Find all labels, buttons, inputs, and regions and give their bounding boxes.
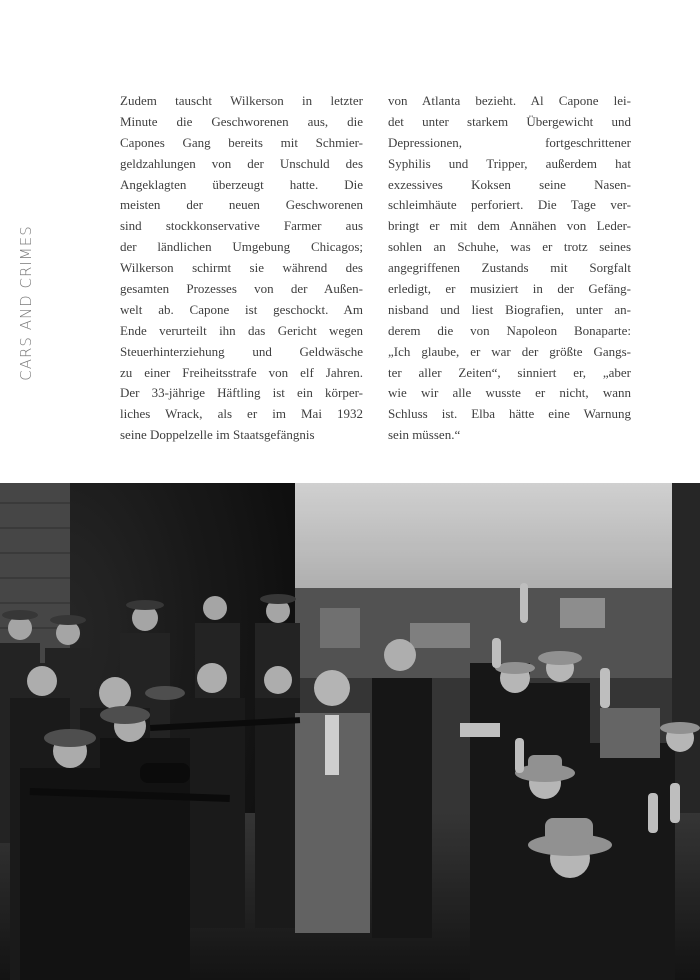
- text-line: det unter starkem Übergewicht und: [388, 113, 631, 129]
- text-line: schleimhäute perforiert. Die Tage ver-: [388, 197, 631, 213]
- archival-photo: [0, 483, 700, 980]
- text-line: angegriffenen Zustands mit Sorgfalt: [388, 260, 631, 276]
- text-line: Steuerhinterziehung und Geldwäsche: [120, 343, 363, 359]
- text-line: der ländlichen Umgebung Chicagos;: [120, 239, 363, 255]
- text-line: Capones Gang bereits mit Schmier-: [120, 134, 363, 150]
- running-head-text: CARS AND CRIMES: [17, 225, 35, 381]
- text-line: sind stockkonservative Farmer aus: [120, 218, 363, 234]
- text-line: Syphilis und Tripper, außerdem hat: [388, 155, 631, 171]
- text-line: Angeklagten überzeugt hatte. Die: [120, 176, 363, 192]
- text-line: geldzahlungen von der Unschuld des: [120, 155, 363, 171]
- text-line: sein müssen.“: [388, 427, 461, 443]
- text-line: Zudem tauscht Wilkerson in letzter: [120, 93, 363, 108]
- text-column-left: [120, 91, 363, 446]
- photo-scene: [0, 483, 700, 980]
- text-line: Der 33-jährige Häftling ist ein körper-: [120, 385, 363, 401]
- text-line: von Atlanta bezieht. Al Capone lei-: [388, 93, 631, 108]
- text-line: gesamten Prozesses von der Außen-: [120, 281, 363, 297]
- text-line: zu einer Freiheitsstrafe von elf Jahren.: [120, 364, 363, 380]
- text-line: meisten der neuen Geschworenen: [120, 197, 363, 213]
- text-column-right: [388, 91, 631, 446]
- text-line: „Ich glaube, er war der größte Gangs-: [388, 343, 631, 359]
- text-line: Schluss ist. Elba hätte eine Warnung: [388, 406, 631, 422]
- text-line: welt ab. Capone ist geschockt. Am: [120, 301, 363, 317]
- text-line: bringt er mit dem Annähen von Leder-: [388, 218, 631, 234]
- text-line: erledigt, er musiziert in der Gefäng-: [388, 281, 631, 297]
- text-line: Wilkerson schirmt sie während des: [120, 260, 363, 276]
- text-line: wie wir alle wusste er nicht, wann: [388, 385, 631, 401]
- text-line: ter aller Zeiten“, sinniert er, „aber: [388, 364, 631, 380]
- text-line: seine Doppelzelle im Staatsgefängnis: [120, 427, 315, 443]
- text-line: Ende verurteilt ihn das Gericht wegen: [120, 322, 363, 338]
- text-line: Depressionen, fortgeschrittener: [388, 134, 631, 150]
- running-head: [11, 213, 41, 393]
- text-line: derem die von Napoleon Bonaparte:: [388, 322, 631, 338]
- text-line: Minute die Geschworenen aus, die: [120, 113, 363, 129]
- text-line: exzessives Koksen seine Nasen-: [388, 176, 631, 192]
- text-line: sohlen an Schuhe, was er trotz seines: [388, 239, 631, 255]
- text-line: liches Wrack, als er im Mai 1932: [120, 406, 363, 422]
- text-line: nisband und liest Biografien, unter an-: [388, 301, 631, 317]
- photo-grain: [0, 483, 700, 980]
